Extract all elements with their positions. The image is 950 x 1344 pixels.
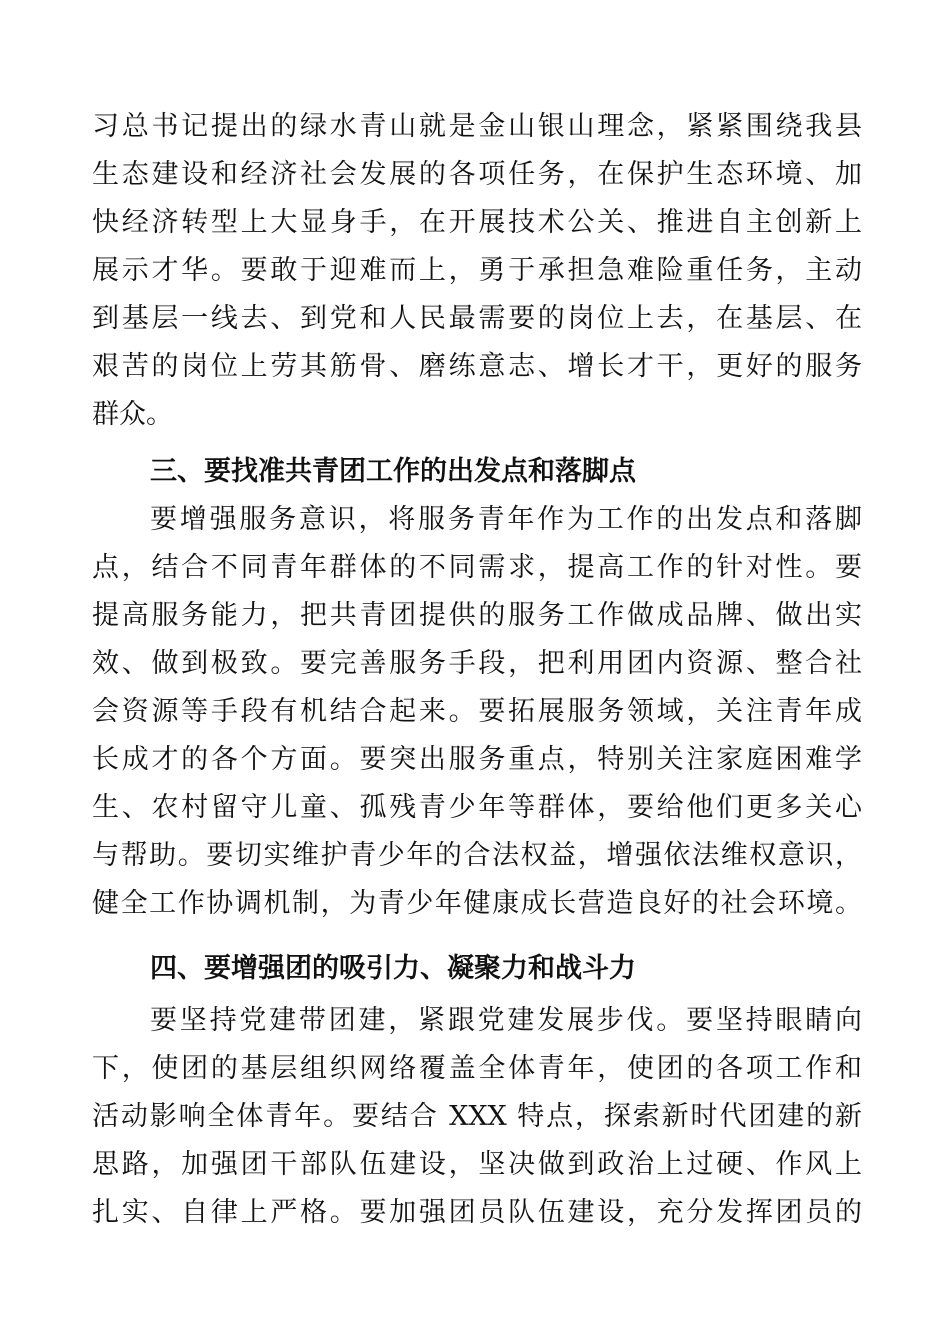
paragraph-line: 要增强服务意识，将服务青年作为工作的出发点和落脚 bbox=[150, 504, 862, 535]
paragraph-line: 会资源等手段有机结合起来。要拓展服务领域，关注青年成 bbox=[92, 696, 862, 727]
paragraph-line: 点，结合不同青年群体的不同需求，提高工作的针对性。要 bbox=[92, 552, 862, 583]
section-heading-4: 四、要增强团的吸引力、凝聚力和战斗力 bbox=[150, 953, 636, 984]
paragraph-line: 到基层一线去、到党和人民最需要的岗位上去，在基层、在 bbox=[92, 303, 862, 334]
paragraph-line: 下，使团的基层组织网络覆盖全体青年，使团的各项工作和 bbox=[92, 1053, 862, 1084]
paragraph-line: 与帮助。要切实维护青少年的合法权益，增强依法维权意识， bbox=[92, 840, 862, 871]
paragraph-line: 要坚持党建带团建，紧跟党建发展步伐。要坚持眼睛向 bbox=[150, 1005, 862, 1036]
paragraph-line: 生、农村留守儿童、孤残青少年等群体，要给他们更多关心 bbox=[92, 792, 862, 823]
paragraph-line: 活动影响全体青年。要结合 XXX 特点，探索新时代团建的新 bbox=[92, 1101, 862, 1132]
paragraph-line: 展示才华。要敢于迎难而上，勇于承担急难险重任务，主动 bbox=[92, 255, 862, 286]
paragraph-line: 思路，加强团干部队伍建设，坚决做到政治上过硬、作风上 bbox=[92, 1149, 862, 1180]
paragraph-line: 习总书记提出的绿水青山就是金山银山理念，紧紧围绕我县 bbox=[92, 111, 862, 142]
paragraph-line: 扎实、自律上严格。要加强团员队伍建设，充分发挥团员的 bbox=[92, 1197, 862, 1228]
paragraph-line: 快经济转型上大显身手，在开展技术公关、推进自主创新上 bbox=[92, 207, 862, 238]
paragraph-line: 长成才的各个方面。要突出服务重点，特别关注家庭困难学 bbox=[92, 744, 862, 775]
paragraph-line: 提高服务能力，把共青团提供的服务工作做成品牌、做出实 bbox=[92, 600, 862, 631]
paragraph-line: 生态建设和经济社会发展的各项任务，在保护生态环境、加 bbox=[92, 159, 862, 190]
paragraph-line: 群众。 bbox=[92, 399, 173, 430]
paragraph-line: 效、做到极致。要完善服务手段，把利用团内资源、整合社 bbox=[92, 648, 862, 679]
section-heading-3: 三、要找准共青团工作的出发点和落脚点 bbox=[150, 456, 636, 487]
paragraph-line: 艰苦的岗位上劳其筋骨、磨练意志、增长才干，更好的服务 bbox=[92, 351, 862, 382]
paragraph-line: 健全工作协调机制，为青少年健康成长营造良好的社会环境。 bbox=[92, 888, 862, 919]
